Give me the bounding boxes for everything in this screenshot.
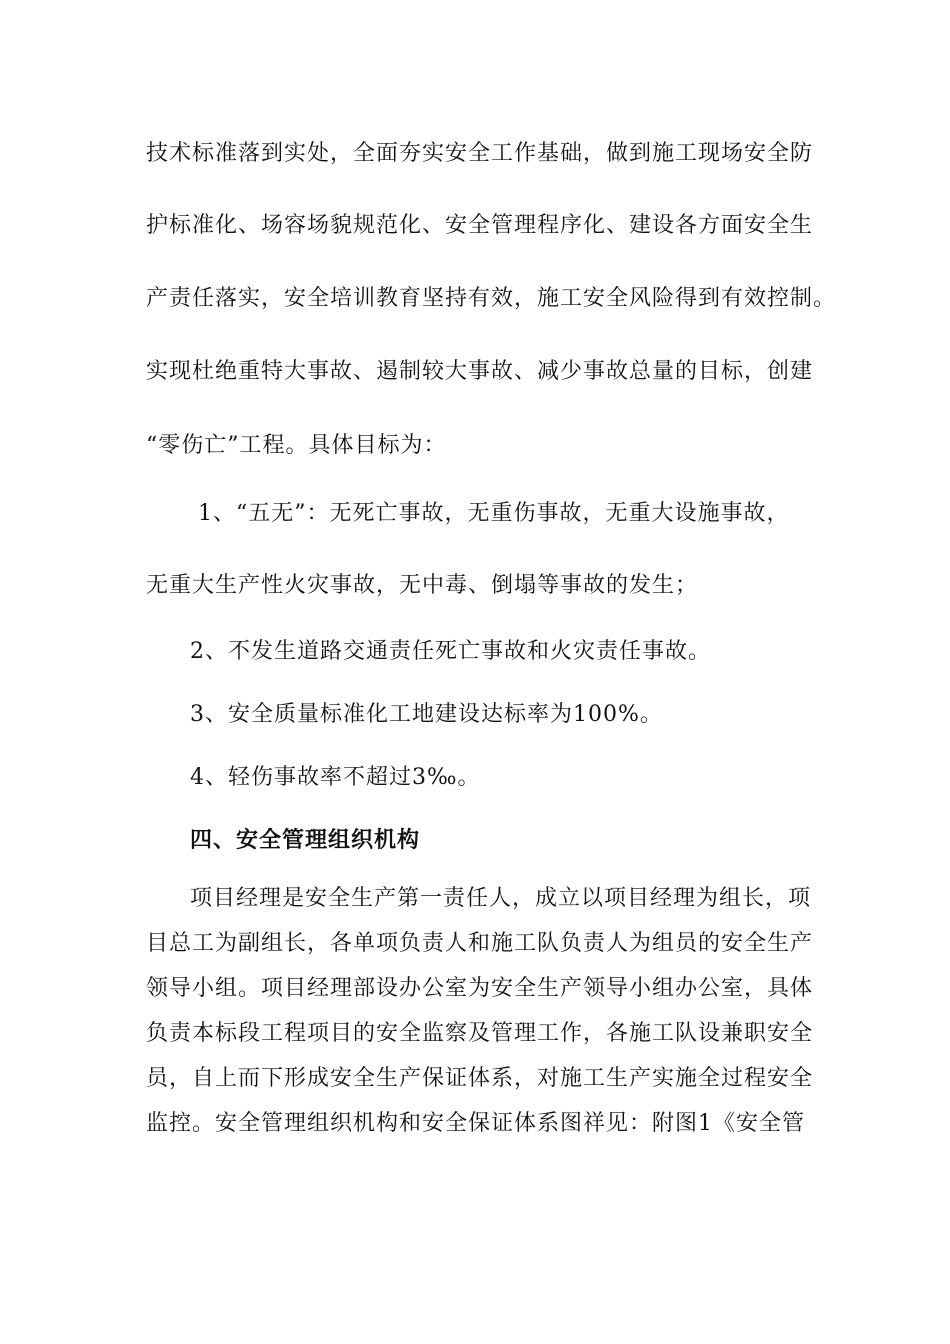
goal-item-2: 2、不发生道路交通责任死亡事故和火灾责任事故。 [190,639,711,664]
paragraph-line-1: 技术标准落到实处，全面夯实安全工作基础，做到施工现场安全防 [146,141,814,166]
paragraph-line-3: 产责任落实，安全培训教育坚持有效，施工安全风险得到有效控制。 [146,286,837,311]
goal-item-1-line-1: 1、“五无”：无死亡事故，无重伤事故，无重大设施事故， [198,501,790,526]
goal-item-1-line-2: 无重大生产性火灾事故，无中毒、倒塌等事故的发生； [146,573,699,598]
section-heading: 四、安全管理组织机构 [190,827,421,853]
section-paragraph-line-5: 员，自上而下形成安全生产保证体系，对施工生产实施全过程安全 [146,1066,814,1091]
section-paragraph-line-4: 负责本标段工程项目的安全监察及管理工作，各施工队设兼职安全 [146,1021,814,1046]
paragraph-line-2: 护标准化、场容场貌规范化、安全管理程序化、建设各方面安全生 [146,213,814,238]
section-paragraph-line-1: 项目经理是安全生产第一责任人，成立以项目经理为组长，项 [190,886,812,911]
section-paragraph-line-3: 领导小组。项目经理部设办公室为安全生产领导小组办公室，具体 [146,976,814,1001]
goal-item-3: 3、安全质量标准化工地建设达标率为100%。 [190,702,663,727]
section-paragraph-line-6: 监控。安全管理组织机构和安全保证体系图祥见：附图1《安全管 [146,1111,805,1136]
goal-item-4: 4、轻伤事故率不超过3‰。 [190,765,481,790]
section-paragraph-line-2: 目总工为副组长，各单项负责人和施工队负责人为组员的安全生产 [146,931,814,956]
paragraph-line-5: “零伤亡”工程。具体目标为： [146,433,447,458]
paragraph-line-4: 实现杜绝重特大事故、遏制较大事故、减少事故总量的目标，创建 [146,359,814,384]
